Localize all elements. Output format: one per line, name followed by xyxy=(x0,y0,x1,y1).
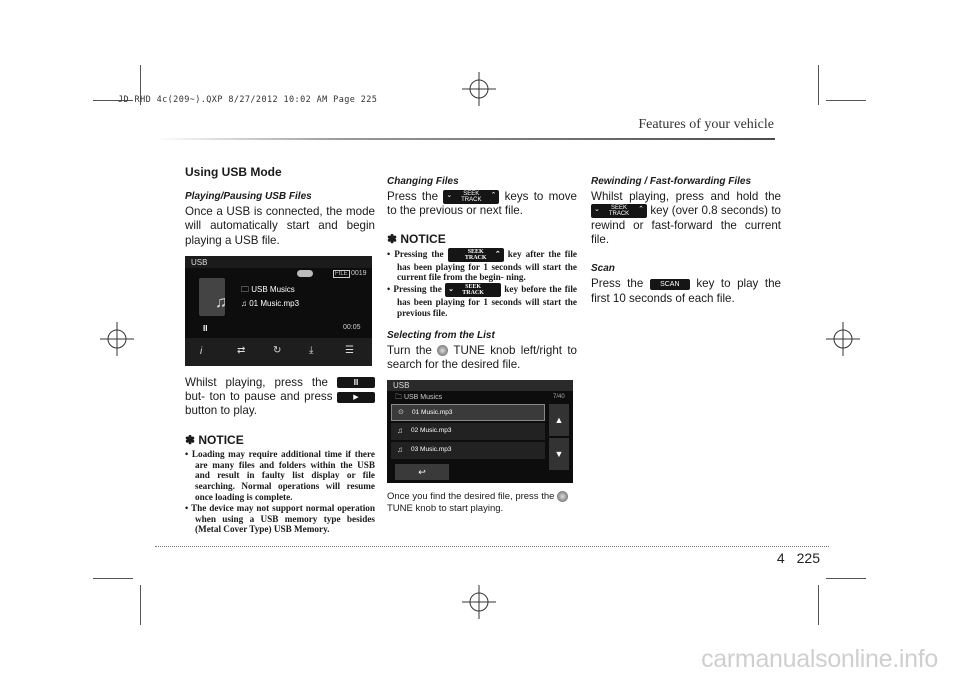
paragraph: Once a USB is connected, the mode will automatically start and begin playing a USB file. xyxy=(185,205,375,247)
paragraph xyxy=(387,344,577,373)
music-note-icon: ♫ xyxy=(397,445,403,455)
notice-list xyxy=(185,449,375,535)
copy-icon[interactable]: ⤓ xyxy=(309,344,314,356)
text: keys to move to the previous or next file. xyxy=(387,190,577,218)
subheading-changing: Changing Files xyxy=(387,176,459,187)
chevron-down-icon: ⌄ xyxy=(446,192,453,199)
seek-track-key xyxy=(448,248,504,262)
text: Whilst playing, press the xyxy=(185,375,328,389)
column-2 xyxy=(387,165,577,515)
track-label: 02 Music.mp3 xyxy=(411,427,452,435)
seek-label: SEEK xyxy=(467,248,484,255)
title-rule xyxy=(155,138,775,140)
chevron-down-icon: ⌄ xyxy=(448,285,454,294)
paragraph xyxy=(185,376,375,419)
seek-label: SEEK xyxy=(463,191,480,197)
text: key after the file has been playing for 1 seconds will start the current file from the begin- ning. xyxy=(397,248,577,283)
text: key (over 0.8 seconds) to rewind or fast-forward the current file. xyxy=(591,204,781,246)
text: TUNE knob left/right to search for the desired file. xyxy=(387,343,577,372)
usb-list-screen xyxy=(387,380,573,483)
file-label: FILE xyxy=(335,270,348,277)
track-label: TRACK xyxy=(608,211,630,218)
info-icon[interactable]: i xyxy=(200,345,203,357)
shuffle-icon[interactable]: ⇄ xyxy=(237,344,246,356)
registration-mark-icon xyxy=(100,322,134,356)
list-item[interactable] xyxy=(391,404,545,421)
text: Press the xyxy=(387,190,439,204)
notice-list xyxy=(387,248,577,319)
screen-mode: USB xyxy=(185,256,372,268)
notice-title: ✽ NOTICE xyxy=(387,231,446,246)
repeat-button-icon[interactable]: ↻ xyxy=(273,344,282,356)
seek-label: SEEK xyxy=(610,205,627,212)
notice-item xyxy=(387,248,577,284)
subheading-scan: Scan xyxy=(591,263,615,275)
text: but- ton to pause and press xyxy=(185,390,333,404)
column-1 xyxy=(185,165,375,535)
paragraph xyxy=(591,190,781,247)
track-label: TRACK xyxy=(462,290,484,297)
registration-mark-icon xyxy=(462,72,496,106)
text: Whilst playing, press and hold the xyxy=(591,190,781,203)
track-label: TRACK xyxy=(464,254,487,261)
subheading-rewinding: Rewinding / Fast-forwarding Files xyxy=(591,176,752,187)
track-label: 03 Music.mp3 xyxy=(411,446,452,454)
list-item[interactable] xyxy=(391,442,545,459)
section-heading: Using USB Mode xyxy=(185,165,282,179)
caption xyxy=(387,491,577,515)
folder-label: USB Musics xyxy=(403,394,443,402)
scan-key: SCAN xyxy=(650,279,690,290)
notice-item: • Loading may require additional time if there are many files and folders within the USB and result in faulty list display or file searching. Normal operations will resume once loading is complete. xyxy=(185,448,375,502)
list-icon[interactable]: ☰ xyxy=(345,344,354,356)
usb-playing-screen xyxy=(185,256,372,366)
chapter-number: 4 xyxy=(776,550,785,566)
track-label: 01 Music.mp3 xyxy=(249,298,300,308)
text: • Pressing the xyxy=(387,284,442,295)
text: key to play the first 10 seconds of each file. xyxy=(591,277,781,305)
column-3 xyxy=(591,165,781,306)
registration-mark-icon xyxy=(826,322,860,356)
music-note-icon: ♫ xyxy=(397,426,403,436)
seek-track-key xyxy=(591,204,647,218)
seek-label: SEEK xyxy=(465,284,482,291)
notice-item: • The device may not support normal operation when using a USB memory type besides (Metal Cover Type) USB Memory. xyxy=(185,502,375,535)
chevron-up-icon: ⌃ xyxy=(638,206,644,214)
paragraph xyxy=(387,190,577,219)
text: key before the file has been playing for 1 seconds will start the previous file. xyxy=(397,284,577,319)
notice-title: ✽ NOTICE xyxy=(185,432,244,447)
seek-track-key xyxy=(445,283,501,297)
text: Turn the xyxy=(387,343,432,357)
subheading-playing: Playing/Pausing USB Files xyxy=(185,191,312,202)
scroll-up-button[interactable]: ▲ xyxy=(549,404,569,436)
paragraph xyxy=(591,277,781,306)
chevron-up-icon: ⌃ xyxy=(490,192,497,199)
subheading-selecting: Selecting from the List xyxy=(387,329,495,341)
pause-key: II xyxy=(337,377,375,388)
folder-name: 🗀 USB Musics xyxy=(395,394,443,402)
screen-button-bar xyxy=(185,338,372,366)
scroll-down-button[interactable]: ▼ xyxy=(549,438,569,470)
repeat-icon xyxy=(297,270,313,277)
tune-knob-icon xyxy=(437,345,448,356)
screen-mode: USB xyxy=(387,380,573,391)
footer-rule xyxy=(155,546,829,547)
pause-icon: II xyxy=(203,323,208,333)
list-item[interactable] xyxy=(391,423,545,440)
track-label: 01 Music.mp3 xyxy=(412,409,453,417)
chevron-up-icon: ⌃ xyxy=(494,249,501,258)
print-header: JD RHD 4c(209~).QXP 8/27/2012 10:02 AM Page 225 xyxy=(118,95,378,105)
play-key: ▶ xyxy=(337,392,375,403)
text: Once you find the desired file, press the xyxy=(387,491,555,503)
play-time: 00:05 xyxy=(343,323,361,331)
play-icon: ⊙ xyxy=(398,409,404,417)
file-count: 0019 xyxy=(351,269,367,277)
notice-item xyxy=(387,283,577,319)
seek-track-key xyxy=(443,190,499,204)
registration-mark-icon xyxy=(462,585,496,619)
tune-knob-icon xyxy=(557,491,568,502)
track-count: 7/40 xyxy=(553,394,565,401)
back-button[interactable]: ↩ xyxy=(395,464,449,480)
page-label: 225 xyxy=(796,550,820,566)
text: button to play. xyxy=(185,404,257,418)
track-label: TRACK xyxy=(461,197,482,203)
page-number xyxy=(777,550,820,566)
text: • Pressing the xyxy=(387,248,444,259)
track-name: ♫ 01 Music.mp3 xyxy=(241,298,300,308)
folder-label: USB Musics xyxy=(251,284,295,294)
music-note-icon: ♫ xyxy=(215,293,227,311)
text: Press the xyxy=(591,277,644,291)
text: TUNE knob to start playing. xyxy=(387,503,504,515)
folder-name: 🗀 USB Musics xyxy=(241,284,295,294)
chevron-down-icon: ⌄ xyxy=(594,206,600,214)
section-title: Features of your vehicle xyxy=(638,117,774,132)
watermark: carmanualsonline.info xyxy=(701,645,938,673)
